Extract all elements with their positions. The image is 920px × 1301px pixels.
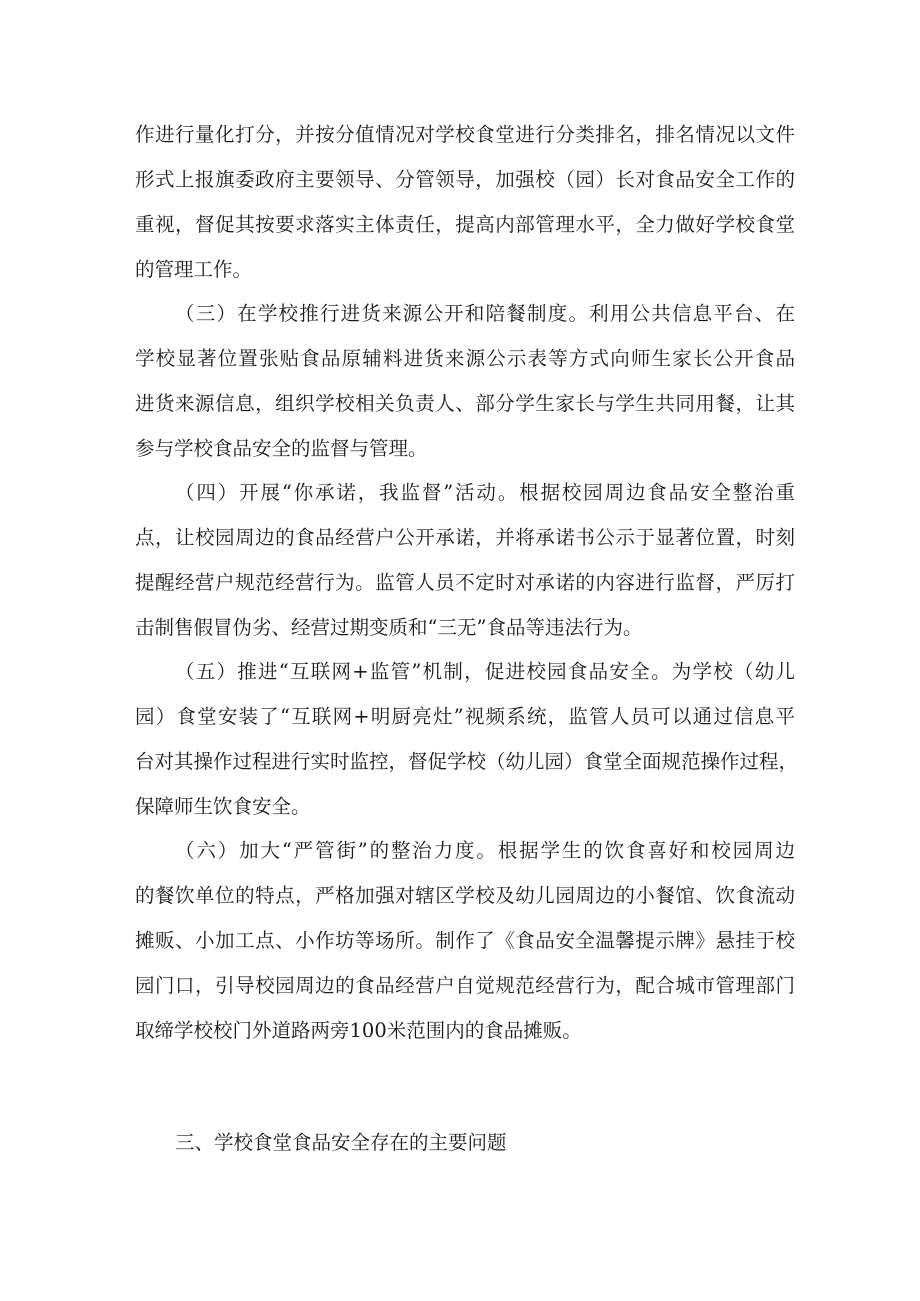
text-line: 进货来源信息，组织学校相关负责人、部分学生家长与学生共同用餐，让其 bbox=[135, 392, 795, 415]
text-line: （五）推进“互联网+监管”机制，促进校园食品安全。为学校（幼儿 bbox=[175, 660, 795, 683]
paragraph-6 bbox=[135, 828, 795, 1053]
paragraph-5 bbox=[135, 649, 799, 829]
text-line: 形式上报旗委政府主要领导、分管领导，加强校（园）长对食品安全工作的 bbox=[135, 168, 795, 191]
text-line: 园）食堂安装了“互联网+明厨亮灶”视频系统，监管人员可以通过信息平 bbox=[135, 705, 795, 728]
text-line: 的管理工作。 bbox=[135, 258, 253, 281]
text-line: 参与学校食品安全的监督与管理。 bbox=[135, 437, 428, 460]
paragraph-4 bbox=[135, 470, 795, 650]
text-line: （四）开展“你承诺，我监督”活动。根据校园周边食品安全整治重 bbox=[175, 481, 795, 504]
text-line: 台对其操作过程进行实时监控，督促学校（幼儿园）食堂全面规范操作过程， bbox=[135, 750, 799, 773]
text-line: 保障师生饮食安全。 bbox=[135, 795, 311, 818]
text-line: 园门口，引导校园周边的食品经营户自觉规范经营行为，配合城市管理部门 bbox=[135, 974, 795, 997]
text-line: （三）在学校推行进货来源公开和陪餐制度。利用公共信息平台、在 bbox=[175, 302, 795, 325]
paragraph-3 bbox=[135, 291, 795, 471]
text-line: 点，让校园周边的食品经营户公开承诺，并将承诺书公示于显著位置，时刻 bbox=[135, 526, 795, 549]
text-line: 学校显著位置张贴食品原辅料进货来源公示表等方式向师生家长公开食品 bbox=[135, 347, 795, 370]
section-heading: 三、学校食堂食品安全存在的主要问题 bbox=[175, 1131, 507, 1154]
text-line: 作进行量化打分，并按分值情况对学校食堂进行分类排名，排名情况以文件 bbox=[135, 123, 795, 146]
text-line: 击制售假冒伪劣、经营过期变质和“三无”食品等违法行为。 bbox=[135, 616, 643, 639]
paragraph-continued bbox=[135, 112, 795, 292]
text-line: 重视，督促其按要求落实主体责任，提高内部管理水平，全力做好学校食堂 bbox=[135, 213, 795, 236]
text-line: 摊贩、小加工点、小作坊等场所。制作了《食品安全温馨提示牌》悬挂于校 bbox=[135, 929, 795, 952]
text-line: 取缔学校校门外道路两旁100米范围内的食品摊贩。 bbox=[135, 1019, 582, 1042]
text-line: （六）加大“严管街”的整治力度。根据学生的饮食喜好和校园周边 bbox=[175, 839, 795, 862]
text-line: 提醒经营户规范经营行为。监管人员不定时对承诺的内容进行监督，严厉打 bbox=[135, 571, 795, 594]
text-line: 的餐饮单位的特点，严格加强对辖区学校及幼儿园周边的小餐馆、饮食流动 bbox=[135, 884, 795, 907]
